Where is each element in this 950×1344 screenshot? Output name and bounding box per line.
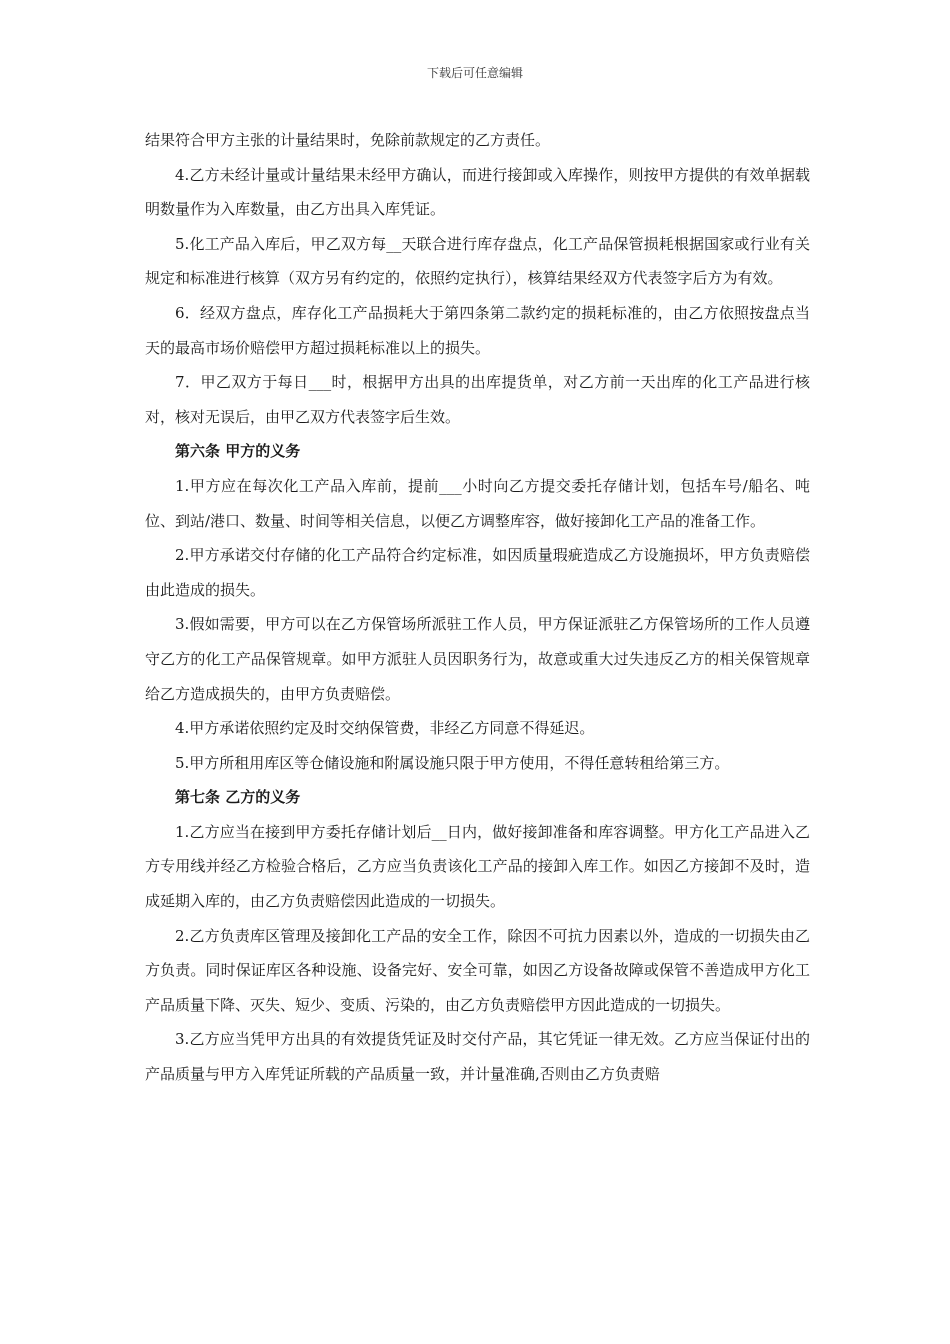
paragraph: 3.假如需要，甲方可以在乙方保管场所派驻工作人员，甲方保证派驻乙方保管场所的工作人员遵守乙方的化工产品保管规章。如甲方派驻人员因职务行为，故意或重大过失违反乙方的相关保管规章给乙方造成损失的，由甲方负责赔偿。 — [145, 615, 810, 703]
page-header: 下载后可任意编辑 — [426, 66, 523, 80]
paragraph: 5.化工产品入库后，甲乙双方每__天联合进行库存盘点，化工产品保管损耗根据国家或行业有关规定和标准进行核算（双方另有约定的，依照约定执行），核算结果经双方代表签字后方为有效。 — [145, 234, 810, 288]
paragraph: 4.乙方未经计量或计量结果未经甲方确认，而进行接卸或入库操作，则按甲方提供的有效单据载明数量作为入库数量，由乙方出具入库凭证。 — [145, 165, 810, 219]
paragraph: 5.甲方所租用库区等仓储设施和附属设施只限于甲方使用，不得任意转租给第三方。 — [175, 753, 730, 772]
paragraph: 2.甲方承诺交付存储的化工产品符合约定标准，如因质量瑕疵造成乙方设施损坏，甲方负责赔偿由此造成的损失。 — [145, 546, 810, 599]
paragraph: 7．甲乙双方于每日___时，根据甲方出具的出库提货单，对乙方前一天出库的化工产品进行核对，核对无误后，由甲乙双方代表签字后生效。 — [145, 373, 810, 426]
document-body — [145, 123, 810, 1092]
paragraph: 2.乙方负责库区管理及接卸化工产品的安全工作，除因不可抗力因素以外，造成的一切损失由乙方负责。同时保证库区各种设施、设备完好、安全可靠，如因乙方设备故障或保管不善造成甲方化工产品质量下降、灭失、短少、变质、污染的，由乙方负责赔偿甲方因此造成的一切损失。 — [145, 926, 810, 1014]
paragraph: 4.甲方承诺依照约定及时交纳保管费，非经乙方同意不得延迟。 — [175, 719, 595, 738]
paragraph: 结果符合甲方主张的计量结果时，免除前款规定的乙方责任。 — [145, 131, 551, 149]
paragraph: 1.甲方应在每次化工产品入库前，提前___小时向乙方提交委托存储计划，包括车号/船名、吨位、到站/港口、数量、时间等相关信息，以便乙方调整库容，做好接卸化工产品的准备工作。 — [145, 476, 810, 530]
paragraph: 3.乙方应当凭甲方出具的有效提货凭证及时交付产品，其它凭证一律无效。乙方应当保证付出的产品质量与甲方入库凭证所载的产品质量一致，并计量准确,否则由乙方负责赔 — [145, 1030, 810, 1084]
section-heading: 第七条 乙方的义务 — [175, 788, 301, 807]
paragraph: 1.乙方应当在接到甲方委托存储计划后__日内，做好接卸准备和库容调整。甲方化工产品进入乙方专用线并经乙方检验合格后，乙方应当负责该化工产品的接卸入库工作。如因乙方接卸不及时，造成延期入库的，由乙方负责赔偿因此造成的一切损失。 — [145, 822, 810, 911]
paragraph: 6．经双方盘点，库存化工产品损耗大于第四条第二款约定的损耗标准的，由乙方依照按盘点当天的最高市场价赔偿甲方超过损耗标准以上的损失。 — [145, 303, 810, 357]
section-heading: 第六条 甲方的义务 — [175, 442, 301, 461]
